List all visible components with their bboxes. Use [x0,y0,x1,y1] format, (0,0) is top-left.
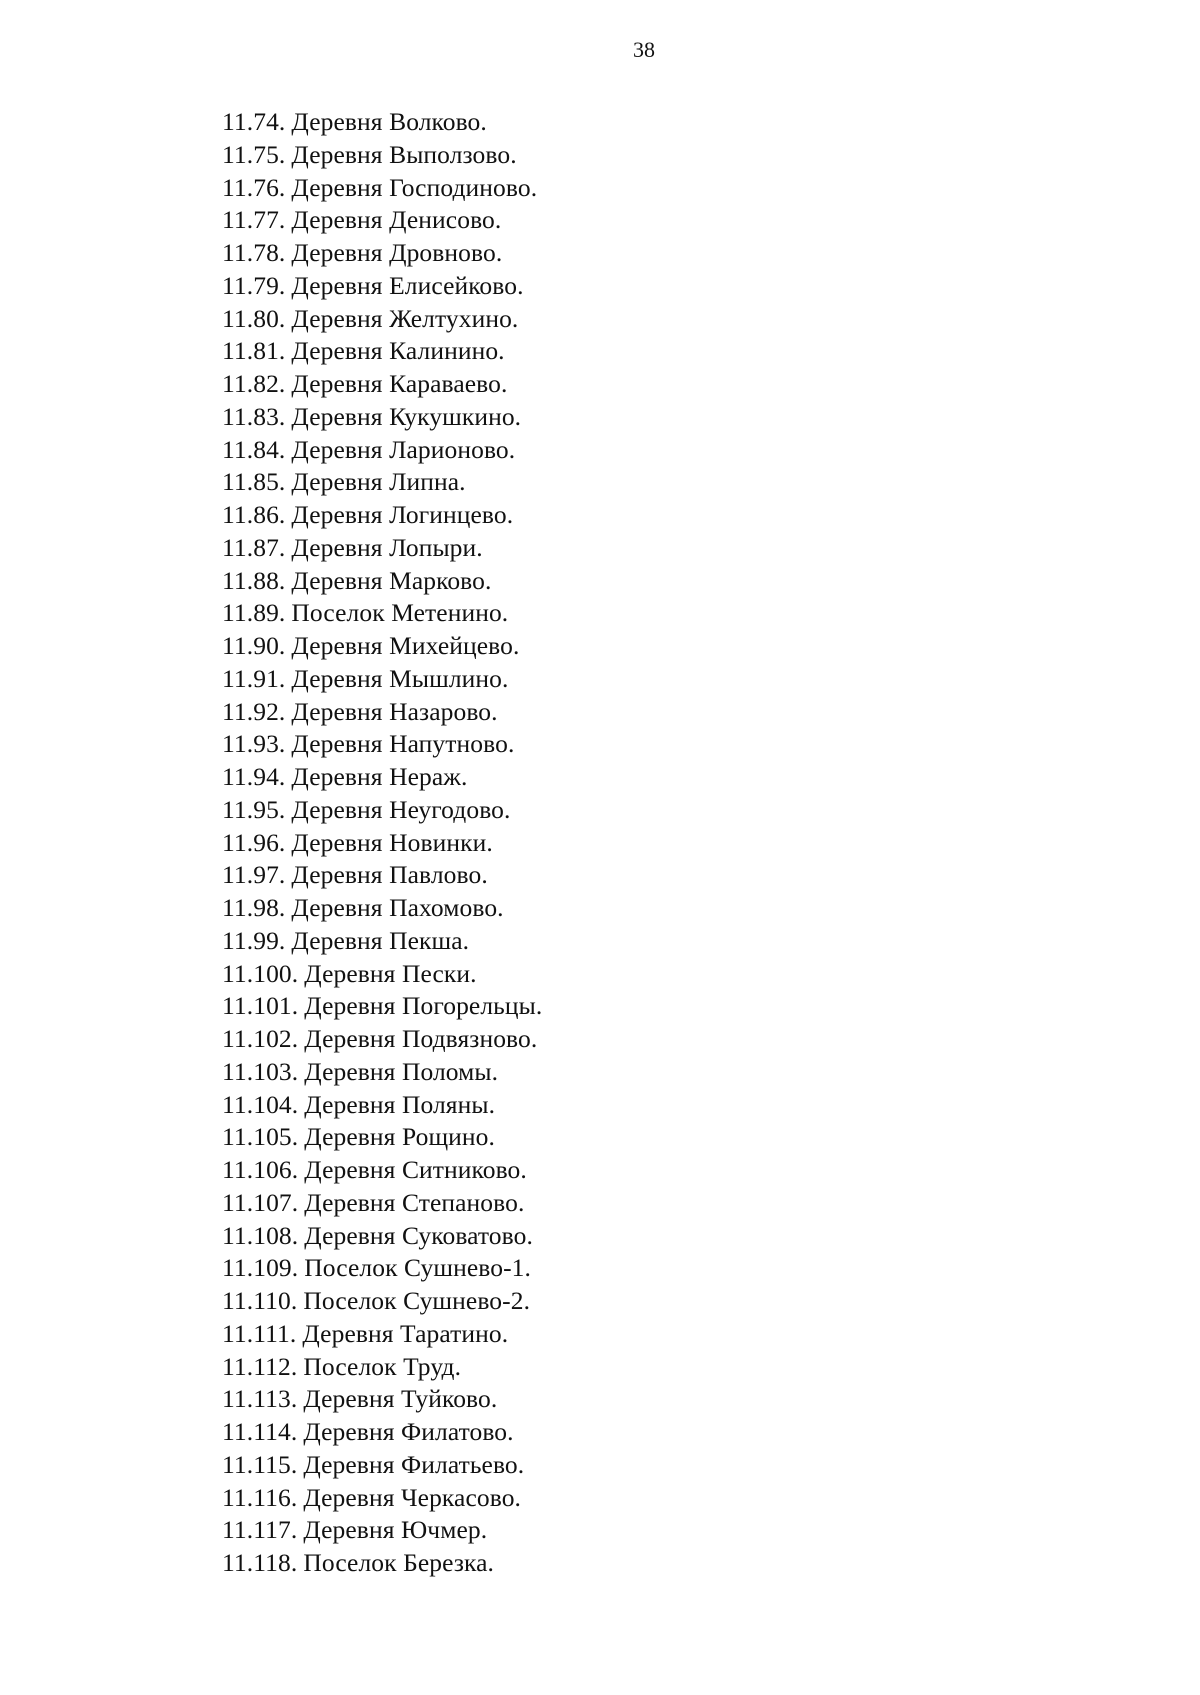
item-number: 11.109. [222,1253,299,1283]
item-text: Поселок Метенино. [291,598,509,628]
item-number: 11.82. [222,369,286,398]
item-text: Поселок Труд. [303,1351,462,1381]
item-number: 11.77. [222,205,286,235]
item-text: Деревня Дровново. [291,238,503,267]
item-number: 11.117. [222,1515,298,1545]
item-number: 11.87. [222,532,286,562]
item-text: Деревня Ючмер. [303,1515,488,1545]
item-text: Деревня Денисово. [291,205,502,235]
item-text: Деревня Волково. [291,107,487,136]
item-number: 11.116. [222,1482,298,1512]
list-item [222,335,542,368]
item-number: 11.85. [222,467,286,497]
list-item [222,990,542,1023]
item-number: 11.97. [222,860,286,890]
item-text: Деревня Елисейково. [291,270,524,300]
item-number: 11.102. [222,1024,299,1053]
item-number: 11.93. [222,729,286,759]
item-number: 11.99. [222,925,286,955]
list-item [222,172,542,205]
item-number: 11.86. [222,500,286,529]
list-item [222,827,542,860]
list-item [222,270,542,303]
item-text: Деревня Черкасово. [303,1482,522,1512]
list-item [222,1285,542,1318]
item-text: Деревня Калинино. [291,336,505,366]
item-text: Деревня Караваево. [291,369,508,398]
item-text: Деревня Михейцево. [291,631,520,660]
item-number: 11.105. [222,1122,299,1152]
item-number: 11.100. [222,958,299,988]
item-text: Деревня Таратино. [302,1318,509,1348]
item-text: Деревня Подвязново. [304,1024,538,1053]
item-number: 11.112. [222,1351,298,1381]
item-text: Деревня Пески. [304,958,477,988]
item-number: 11.108. [222,1220,299,1250]
item-text: Деревня Ситниково. [304,1155,527,1184]
item-number: 11.81. [222,336,286,366]
list-item [222,368,542,401]
item-number: 11.115. [222,1449,298,1479]
list-item [222,1482,542,1515]
item-text: Деревня Филатьево. [303,1449,525,1479]
list-item [222,499,542,532]
list-item [222,565,542,598]
item-text: Деревня Неугодово. [291,794,511,824]
list-item [222,106,542,139]
list-item [222,303,542,336]
list-item [222,630,542,663]
item-number: 11.110. [222,1286,298,1315]
list-item [222,466,542,499]
list-item [222,532,542,565]
list-item [222,859,542,892]
settlement-list [222,106,542,1580]
list-item [222,1514,542,1547]
item-number: 11.79. [222,270,286,300]
list-item [222,1547,542,1580]
list-item [222,1318,542,1351]
item-text: Деревня Лопыри. [291,532,483,562]
item-text: Деревня Степаново. [304,1187,525,1217]
item-text: Деревня Нераж. [291,762,468,791]
list-item [222,1023,542,1056]
list-item [222,728,542,761]
item-text: Деревня Выползово. [291,139,517,169]
item-text: Деревня Марково. [291,565,492,595]
item-text: Деревня Туйково. [303,1384,498,1414]
list-item [222,204,542,237]
item-number: 11.91. [222,663,286,693]
item-number: 11.95. [222,794,286,824]
item-text: Деревня Погорельцы. [304,991,543,1021]
item-number: 11.114. [222,1417,298,1446]
item-number: 11.75. [222,139,286,169]
item-number: 11.83. [222,401,286,431]
page-number: 38 [633,37,655,62]
item-text: Деревня Мышлино. [291,663,509,693]
list-item [222,892,542,925]
item-number: 11.113. [222,1384,298,1414]
item-number: 11.98. [222,893,286,922]
item-text: Деревня Кукушкино. [291,401,522,431]
list-item [222,1121,542,1154]
list-item [222,1089,542,1122]
item-number: 11.103. [222,1056,299,1086]
list-item [222,1056,542,1089]
item-text: Деревня Поломы. [304,1056,499,1086]
item-text: Деревня Суковатово. [304,1220,533,1250]
item-text: Деревня Поляны. [304,1089,496,1119]
item-text: Деревня Назарово. [291,696,498,726]
list-item [222,1187,542,1220]
item-number: 11.84. [222,434,286,464]
item-text: Деревня Пахомово. [291,893,504,922]
item-number: 11.76. [222,172,286,202]
item-number: 11.118. [222,1548,298,1577]
item-text: Деревня Господиново. [291,172,538,202]
item-text: Поселок Сушнево-1. [304,1253,532,1283]
list-item [222,925,542,958]
list-item [222,794,542,827]
item-number: 11.89. [222,598,286,628]
item-number: 11.96. [222,827,286,857]
item-text: Поселок Сушнево-2. [303,1286,531,1315]
item-text: Деревня Рощино. [304,1122,495,1152]
list-item [222,139,542,172]
item-text: Деревня Ларионово. [291,434,516,464]
item-number: 11.94. [222,762,286,791]
item-text: Деревня Филатово. [303,1417,514,1446]
list-item [222,401,542,434]
list-item [222,1383,542,1416]
item-number: 11.92. [222,696,286,726]
item-number: 11.74. [222,107,286,136]
list-item [222,434,542,467]
item-text: Поселок Березка. [303,1548,495,1577]
item-text: Деревня Желтухино. [291,303,519,333]
list-item [222,1351,542,1384]
item-number: 11.107. [222,1187,299,1217]
list-item [222,1449,542,1482]
list-item [222,237,542,270]
list-item [222,958,542,991]
list-item [222,1252,542,1285]
item-text: Деревня Липна. [291,467,466,497]
list-item [222,663,542,696]
list-item [222,696,542,729]
item-text: Деревня Напутново. [291,729,515,759]
item-number: 11.104. [222,1089,299,1119]
item-number: 11.80. [222,303,286,333]
item-text: Деревня Пекша. [291,925,470,955]
list-item [222,1220,542,1253]
item-text: Деревня Павлово. [291,860,488,890]
item-number: 11.78. [222,238,286,267]
item-number: 11.88. [222,565,286,595]
list-item [222,761,542,794]
item-number: 11.106. [222,1155,299,1184]
item-text: Деревня Новинки. [291,827,493,857]
item-number: 11.90. [222,631,286,660]
list-item [222,597,542,630]
item-number: 11.101. [222,991,299,1021]
item-number: 11.111. [222,1318,297,1348]
list-item [222,1154,542,1187]
list-item [222,1416,542,1449]
item-text: Деревня Логинцево. [291,500,514,529]
